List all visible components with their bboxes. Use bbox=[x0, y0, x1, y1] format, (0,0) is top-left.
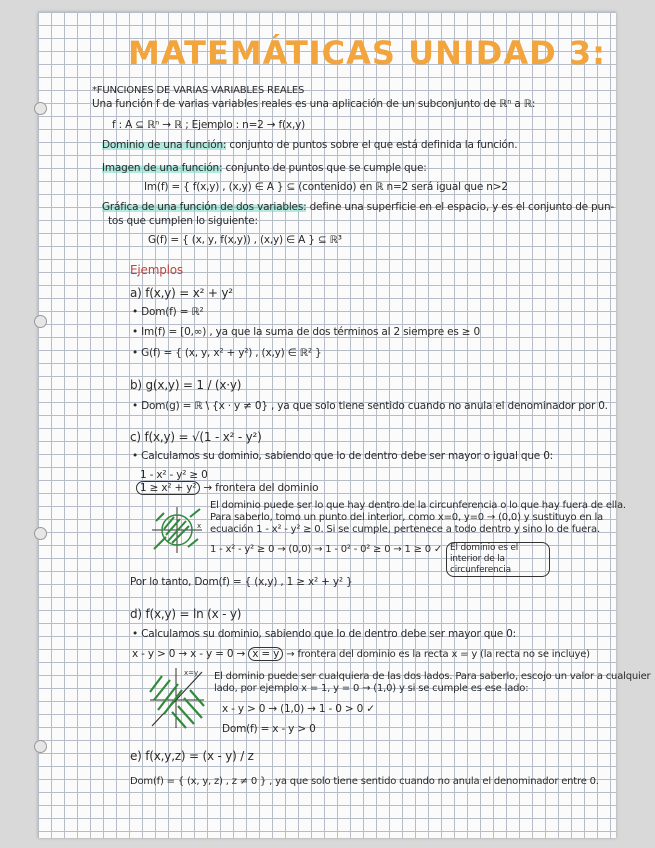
formula-line: Dom(f) = x - y > 0 bbox=[222, 723, 316, 735]
binder-hole bbox=[34, 102, 47, 115]
boxed-formula: x = y bbox=[248, 647, 283, 661]
text-line: Una función f de varias variables reales es una aplicación de un subconjunto de ℝⁿ a ℝ: bbox=[92, 98, 536, 110]
highlight-term: Dominio de una función: bbox=[102, 139, 227, 151]
axis-label-x: x bbox=[197, 522, 202, 530]
text-line: f : A ⊆ ℝⁿ → ℝ ; Ejemplo : n=2 → f(x,y) bbox=[112, 119, 305, 131]
formula-line: 1 - x² - y² ≥ 0 → (0,0) → 1 - 0² - 0² ≥ 0 → 1 ≥ 0 ✓ bbox=[210, 544, 443, 555]
line-domain-graph bbox=[148, 666, 206, 730]
text-line: El dominio puede ser cualquiera de las dos lados. Para saberlo, escojo un valor a cualquier bbox=[214, 671, 651, 682]
example-label: e) f(x,y,z) = (x - y) / z bbox=[130, 749, 254, 763]
text-line: Imagen de una función: conjunto de puntos que se cumple que: bbox=[102, 162, 427, 174]
formula-line: x - y > 0 → x - y = 0 → x = y → frontera del dominio es la recta x = y (la recta no se incluye) bbox=[132, 648, 590, 660]
formula-line: Im(f) = { f(x,y) , (x,y) ∈ A } ⊆ (contenido) en ℝ n=2 será igual que n>2 bbox=[144, 181, 508, 193]
text-line: • Calculamos su dominio, sabiendo que lo de dentro debe ser mayor o igual que 0: bbox=[132, 450, 554, 462]
section-heading: *FUNCIONES DE VARIAS VARIABLES REALES bbox=[92, 85, 305, 96]
example-label: a) f(x,y) = x² + y² bbox=[130, 286, 233, 300]
circle-domain-graph bbox=[150, 505, 204, 555]
binder-hole bbox=[34, 527, 47, 540]
text-line: • Calculamos su dominio, sabiendo que lo de dentro debe ser mayor que 0: bbox=[132, 628, 516, 640]
highlight-term: Imagen de una función: bbox=[102, 162, 223, 174]
formula-line: 1 - x² - y² ≥ 0 bbox=[140, 469, 208, 481]
text-line: • Dom(g) = ℝ \ {x · y ≠ 0} , ya que solo tiene sentido cuando no anula el denominador por 0. bbox=[132, 400, 608, 412]
text-line: Por lo tanto, Dom(f) = { (x,y) , 1 ≥ x² + y² } bbox=[130, 576, 353, 588]
example-label: d) f(x,y) = ln (x - y) bbox=[130, 607, 242, 621]
highlight-term: Gráfica de una función de dos variables: bbox=[102, 201, 307, 213]
text-line: Dominio de una función: conjunto de puntos sobre el que está definida la función. bbox=[102, 139, 518, 151]
text-line: • G(f) = { (x, y, x² + y²) , (x,y) ∈ ℝ² } bbox=[132, 347, 322, 359]
text-line: El dominio puede ser lo que hay dentro de la circunferencia o lo que hay fuera de ella. bbox=[210, 500, 626, 511]
text-line: • Im(f) = [0,∞) , ya que la suma de dos términos al 2 siempre es ≥ 0 bbox=[132, 326, 481, 338]
example-label: b) g(x,y) = 1 / (x·y) bbox=[130, 378, 242, 392]
boxed-note: El dominio es el interior de la circunferencia bbox=[446, 542, 550, 577]
text-line: ecuación 1 - x² - y² ≥ 0. Si se cumple, pertenece a todo dentro y sino lo de fuera. bbox=[210, 524, 600, 535]
text-line: Para saberlo, tomo un punto del interior, como x=0, y=0 → (0,0) y sustituyo en la bbox=[210, 512, 603, 523]
text-line: • Dom(f) = ℝ² bbox=[132, 306, 204, 318]
text-line: tos que cumplen lo siguiente: bbox=[108, 215, 258, 227]
formula-line: G(f) = { (x, y, f(x,y)) , (x,y) ∈ A } ⊆ ℝ³ bbox=[148, 234, 342, 246]
ejemplos-heading: Ejemplos bbox=[130, 263, 183, 277]
text-line: Dom(f) = { (x, y, z) , z ≠ 0 } , ya que solo tiene sentido cuando no anula el denominador entre 0. bbox=[130, 776, 599, 787]
text-line: Gráfica de una función de dos variables: define una superficie en el espacio, y es el conjunto de pun- bbox=[102, 201, 615, 213]
formula-line: x - y > 0 → (1,0) → 1 - 0 > 0 ✓ bbox=[222, 703, 375, 715]
text-line: lado, por ejemplo x = 1, y = 0 → (1,0) y si se cumple es ese lado: bbox=[214, 683, 529, 694]
boxed-formula: 1 ≥ x² + y² bbox=[136, 481, 200, 495]
graph-label: x=y bbox=[184, 669, 199, 677]
binder-hole bbox=[34, 315, 47, 328]
example-label: c) f(x,y) = √(1 - x² - y²) bbox=[130, 430, 262, 444]
binder-hole bbox=[34, 740, 47, 753]
formula-line: 1 ≥ x² + y² → frontera del dominio bbox=[136, 482, 318, 494]
page-title: MATEMÁTICAS UNIDAD 3: bbox=[128, 34, 606, 72]
